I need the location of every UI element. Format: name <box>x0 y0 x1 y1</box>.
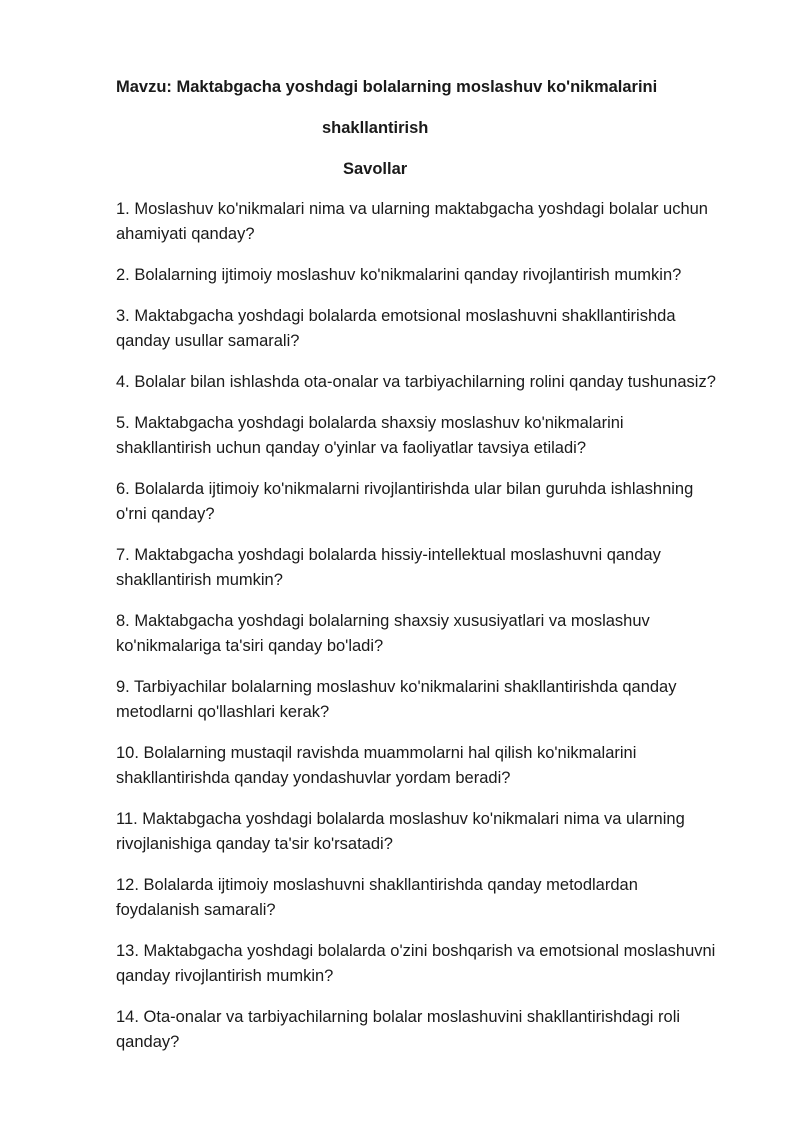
question-item <box>116 609 756 659</box>
question-line: foydalanish samarali? <box>116 901 276 919</box>
question-item <box>116 873 756 923</box>
question-line: ahamiyati qanday? <box>116 225 255 243</box>
question-line: 7. Maktabgacha yoshdagi bolalarda hissiy-intellektual moslashuvni qanday <box>116 546 661 564</box>
question-item <box>116 197 756 247</box>
question-line: 2. Bolalarning ijtimoiy moslashuv ko'nikmalarini qanday rivojlantirish mumkin? <box>116 266 682 284</box>
question-line: 11. Maktabgacha yoshdagi bolalarda moslashuv ko'nikmalari nima va ularning <box>116 810 685 828</box>
question-item <box>116 675 756 725</box>
question-line: qanday rivojlantirish mumkin? <box>116 967 334 985</box>
question-line: 4. Bolalar bilan ishlashda ota-onalar va tarbiyachilarning rolini qanday tushunasiz? <box>116 373 716 391</box>
question-line: 1. Moslashuv ko'nikmalari nima va ularning maktabgacha yoshdagi bolalar uchun <box>116 200 708 218</box>
question-line: 10. Bolalarning mustaqil ravishda muammolarni hal qilish ko'nikmalarini <box>116 744 637 762</box>
question-line: 3. Maktabgacha yoshdagi bolalarda emotsional moslashuvni shakllantirishda <box>116 307 676 325</box>
question-line: 6. Bolalarda ijtimoiy ko'nikmalarni rivojlantirishda ular bilan guruhda ishlashning <box>116 480 694 498</box>
question-item <box>116 1005 756 1055</box>
question-line: qanday? <box>116 1033 180 1051</box>
question-list <box>116 197 756 1071</box>
question-line: qanday usullar samarali? <box>116 332 300 350</box>
question-item <box>116 477 756 527</box>
question-line: ko'nikmalariga ta'siri qanday bo'ladi? <box>116 637 384 655</box>
question-item <box>116 543 756 593</box>
question-line: 9. Tarbiyachilar bolalarning moslashuv ko'nikmalarini shakllantirishda qanday <box>116 678 677 696</box>
question-line: o'rni qanday? <box>116 505 215 523</box>
question-line: 14. Ota-onalar va tarbiyachilarning bolalar moslashuvini shakllantirishdagi roli <box>116 1008 681 1026</box>
question-line: 5. Maktabgacha yoshdagi bolalarda shaxsiy moslashuv ko'nikmalarini <box>116 414 624 432</box>
question-item <box>116 263 756 288</box>
question-line: shakllantirish uchun qanday o'yinlar va faoliyatlar tavsiya etiladi? <box>116 439 586 457</box>
document-title-line1: Mavzu: Maktabgacha yoshdagi bolalarning moslashuv ko'nikmalarini <box>116 78 658 96</box>
question-item <box>116 939 756 989</box>
question-item <box>116 370 756 395</box>
question-line: shakllantirishda qanday yondashuvlar yordam beradi? <box>116 769 511 787</box>
question-item <box>116 304 756 354</box>
question-line: 13. Maktabgacha yoshdagi bolalarda o'zini boshqarish va emotsional moslashuvni <box>116 942 716 960</box>
question-line: 8. Maktabgacha yoshdagi bolalarning shaxsiy xususiyatlari va moslashuv <box>116 612 650 630</box>
question-line: 12. Bolalarda ijtimoiy moslashuvni shakllantirishda qanday metodlardan <box>116 876 638 894</box>
document-title-line2: shakllantirish <box>322 119 429 137</box>
section-heading: Savollar <box>343 160 408 178</box>
question-item <box>116 807 756 857</box>
question-line: metodlarni qo'llashlari kerak? <box>116 703 330 721</box>
question-line: rivojlanishiga qanday ta'sir ko'rsatadi? <box>116 835 393 853</box>
question-line: shakllantirish mumkin? <box>116 571 283 589</box>
question-item <box>116 741 756 791</box>
question-item <box>116 411 756 461</box>
